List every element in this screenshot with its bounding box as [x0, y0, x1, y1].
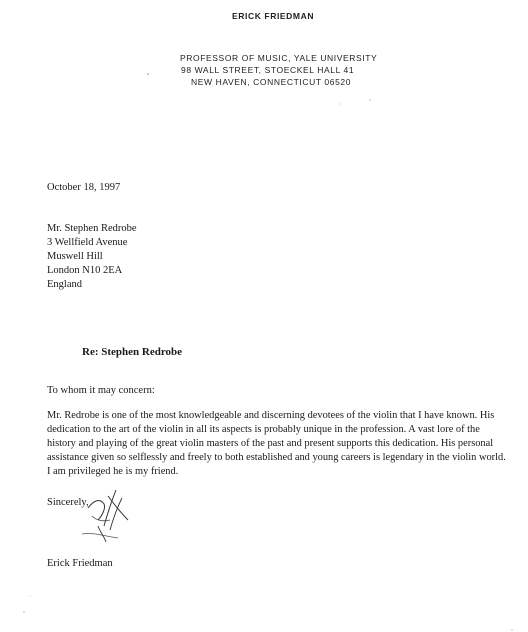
signer-name: Erick Friedman	[47, 558, 113, 569]
closing: Sincerely,	[47, 497, 89, 508]
letterhead-city: NEW HAVEN, CONNECTICUT 06520	[191, 77, 352, 87]
letterhead-title: PROFESSOR OF MUSIC, YALE UNIVERSITY	[180, 53, 378, 63]
subject-line: Re: Stephen Redrobe	[82, 346, 183, 358]
letterhead-name: ERICK FRIEDMAN	[232, 11, 315, 21]
recipient-city: London N10 2EA	[47, 265, 123, 276]
recipient-country: England	[47, 279, 82, 290]
recipient-name: Mr. Stephen Redrobe	[47, 223, 137, 234]
letterhead	[0, 0, 528, 100]
letterhead-street: 98 WALL STREET, STOECKEL HALL 41	[181, 65, 355, 75]
recipient-address	[47, 222, 137, 292]
recipient-street: 3 Wellfield Avenue	[47, 237, 128, 248]
recipient-area: Muswell Hill	[47, 251, 103, 262]
salutation: To whom it may concern:	[47, 385, 155, 396]
letter-date: October 18, 1997	[47, 182, 121, 193]
body-paragraph: Mr. Redrobe is one of the most knowledgeable and discerning devotees of the violin that I have known. His dedication to the art of the violin in all its aspects is probably unique in the profession. A vast lore of the history and playing of the great violin masters of the past and present supports this dedication. His personal assistance given so selflessly and freely to both established and young careers is legendary in the violin world. I am privileged he is my friend.	[47, 410, 506, 477]
handwritten-signature	[78, 486, 150, 544]
